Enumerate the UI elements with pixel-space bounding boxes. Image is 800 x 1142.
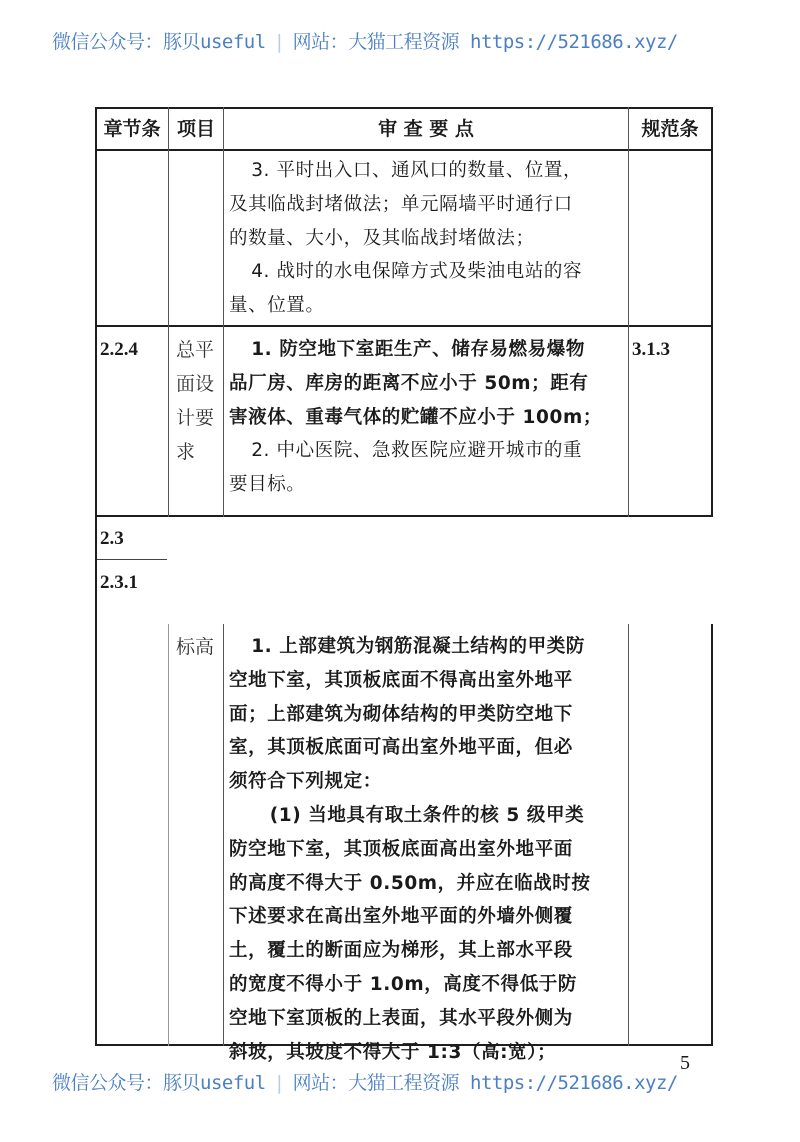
watermark-top <box>52 27 752 57</box>
table-border-right-lower <box>711 624 713 1046</box>
watermark-right-text: 网站：大猫工程资源 https://521686.xyz/ <box>292 1072 678 1094</box>
point-line: 1. 上部建筑为钢筋混凝土结构的甲类防 <box>251 636 585 657</box>
point-line: 须符合下列规定： <box>229 771 382 793</box>
point-line: 1. 防空地下室距生产、储存易燃易爆物 <box>251 339 585 360</box>
watermark-separator: | <box>273 31 285 53</box>
section-number-2-2-4: 2.2.4 <box>100 339 138 360</box>
item-line: 计要 <box>176 407 215 429</box>
row-divider-1 <box>95 325 713 327</box>
col-divider-section <box>168 107 169 517</box>
point-line: 及其临战封堵做法；单元隔墙平时通行口 <box>229 193 573 215</box>
section-number-2-3-1: 2.3.1 <box>100 572 138 593</box>
watermark-right-text: 网站：大猫工程资源 https://521686.xyz/ <box>292 31 678 53</box>
item-line: 面设 <box>176 373 215 395</box>
col-divider-item-lower <box>223 624 224 1046</box>
item-elevation: 标高 <box>176 636 215 658</box>
point-line: 的数量、大小，及其临战封堵做法； <box>229 227 535 249</box>
point-line: 土，覆土的断面应为梯形，其上部水平段 <box>229 940 573 962</box>
point-line: 4. 战时的水电保障方式及柴油电站的容 <box>251 261 583 283</box>
point-line: (1) 当地具有取土条件的核 5 级甲类 <box>269 804 585 826</box>
point-line: 室，其顶板底面可高出室外地平面，但必 <box>229 737 573 759</box>
row-divider-2-3 <box>95 559 167 560</box>
table-row-2-points <box>229 333 629 502</box>
point-line: 要目标。 <box>229 474 306 496</box>
watermark-left-text: 微信公众号：豚贝useful <box>52 1072 266 1094</box>
point-line: 空地下室顶板的上表面，其水平段外侧为 <box>229 1007 573 1029</box>
point-line: 防空地下室，其顶板底面高出室外地平面 <box>229 838 573 860</box>
watermark-left-text: 微信公众号：豚贝useful <box>52 31 266 53</box>
table-row-5-points <box>229 630 629 1069</box>
point-line: 的高度不得大于 0.50m，并应在临战时按 <box>229 872 591 894</box>
point-line: 斜坡，其坡度不得大于 1:3（高:宽）； <box>229 1041 557 1063</box>
watermark-bottom <box>52 1068 752 1098</box>
point-line: 2. 中心医院、急救医院应避开城市的重 <box>251 440 583 462</box>
header-section: 章节条 <box>103 118 161 140</box>
point-line: 下述要求在高出室外地平面的外墙外侧覆 <box>229 906 573 928</box>
table-row-1-points <box>229 154 629 323</box>
point-line: 面；上部建筑为砌体结构的甲类防空地下 <box>229 703 573 725</box>
point-line: 害液体、重毒气体的贮罐不应小于 100m； <box>229 406 602 428</box>
point-line: 空地下室，其顶板底面不得高出室外地平 <box>229 669 573 691</box>
header-review-points: 审 查 要 点 <box>378 118 474 140</box>
point-line: 的宽度不得小于 1.0m，高度不得低于防 <box>229 973 577 995</box>
item-line: 总平 <box>176 339 215 361</box>
point-line: 量、位置。 <box>229 295 325 317</box>
clause-3-1-3: 3.1.3 <box>632 339 670 360</box>
table-border-right-upper <box>711 107 713 517</box>
page-number: 5 <box>680 1052 690 1074</box>
item-line: 求 <box>176 441 196 463</box>
item-general-layout <box>176 333 220 469</box>
header-clause: 规范条 <box>641 118 699 140</box>
point-line: 品厂房、库房的距离不应小于 50m；距有 <box>229 372 589 394</box>
row-divider-2 <box>95 515 713 517</box>
header-item: 项目 <box>176 118 215 140</box>
col-divider-section-lower <box>168 624 169 1046</box>
col-divider-item-upper <box>223 107 224 517</box>
table-border-left <box>95 107 97 1046</box>
point-line: 3. 平时出入口、通风口的数量、位置， <box>251 160 583 181</box>
section-number-2-3: 2.3 <box>100 528 124 549</box>
watermark-separator: | <box>273 1072 285 1094</box>
